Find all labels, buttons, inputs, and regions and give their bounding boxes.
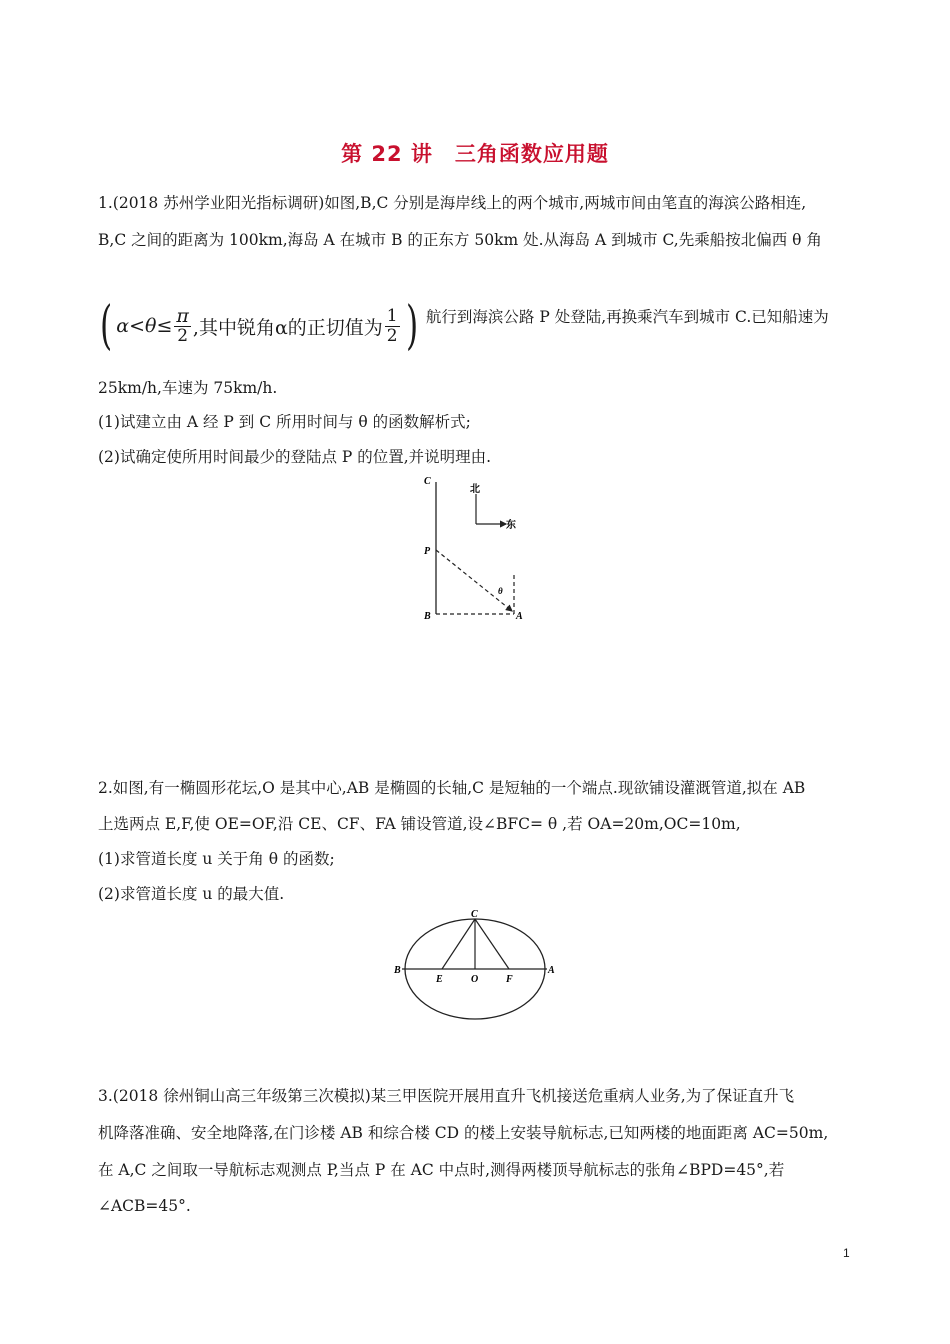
label-a: A [548,965,555,976]
fraction-pi-over-2: $\frac{\pi}{2}$ [176,304,189,346]
q1-line-1: 1.(2018 苏州学业阳光指标调研)如图,B,C 分别是海岸线上的两个城市,两城市间由笔直的海滨公路相连, [98,194,807,212]
q3-line-3: 在 A,C 之间取一导航标志观测点 P,当点 P 在 AC 中点时,测得两楼顶导航标志的张角∠BPD=45°,若 [98,1161,785,1179]
label-b: B [424,611,431,622]
q2-sub-2: (2)求管道长度 u 的最大值. [98,885,285,903]
q1-sub-2: (2)试确定使所用时间最少的登陆点 P 的位置,并说明理由. [98,448,492,466]
formula-inequality: α<θ≤ [116,315,173,337]
q3-line-1: 3.(2018 徐州铜山高三年级第三次模拟)某三甲医院开展用直升飞机接送危重病人业务,为了保证直升飞 [98,1087,795,1105]
page-number: 1 [843,1246,850,1260]
q2-line-1: 2.如图,有一椭圆形花坛,O 是其中心,AB 是椭圆的长轴,C 是短轴的一个端点.现欲铺设灌溉管道,拟在 AB [98,779,806,797]
label-c: C [471,909,478,920]
label-e: E [436,974,443,985]
label-o: O [471,974,479,985]
q3-line-4: ∠ACB=45°. [98,1197,191,1215]
q2-figure [392,905,562,1035]
right-paren: ) [405,296,418,356]
q1-line-2: B,C 之间的距离为 100km,海岛 A 在城市 B 的正东方 50km 处.从海岛 A 到城市 C,先乘船按北偏西 θ 角 [98,231,822,249]
segment-ce [442,919,475,969]
page-title: 第 22 讲 三角函数应用题 [341,142,609,166]
q2-line-2: 上选两点 E,F,使 OE=OF,沿 CE、CF、FA 铺设管道,设∠BFC= θ ,若 OA=20m,OC=10m, [98,815,741,833]
label-c: C [424,476,431,487]
label-p: P [424,546,431,557]
q1-figure [410,470,540,630]
q1-line-3: 25km/h,车速为 75km/h. [98,379,278,397]
segment-ap [436,550,512,611]
fraction-one-half: $\frac{1}{2}$ [386,305,398,346]
label-a: A [516,611,523,622]
label-east: 东 [506,520,516,531]
q1-after-formula: 航行到海滨公路 P 处登陆,再换乘汽车到城市 C.已知船速为 [425,308,829,326]
q1-formula [96,296,856,356]
label-f: F [506,974,513,985]
label-north: 北 [470,484,480,495]
segment-cf [475,919,509,969]
formula-mid-text: ,其中锐角α的正切值为 [192,316,383,339]
label-b: B [394,965,401,976]
left-paren: ( [100,296,113,356]
q1-sub-1: (1)试建立由 A 经 P 到 C 所用时间与 θ 的函数解析式; [98,413,471,431]
q2-sub-1: (1)求管道长度 u 关于角 θ 的函数; [98,850,335,868]
label-theta: θ [498,586,503,596]
q3-line-2: 机降落准确、安全地降落,在门诊楼 AB 和综合楼 CD 的楼上安装导航标志,已知两楼的地面距离 AC=50m, [98,1124,829,1142]
